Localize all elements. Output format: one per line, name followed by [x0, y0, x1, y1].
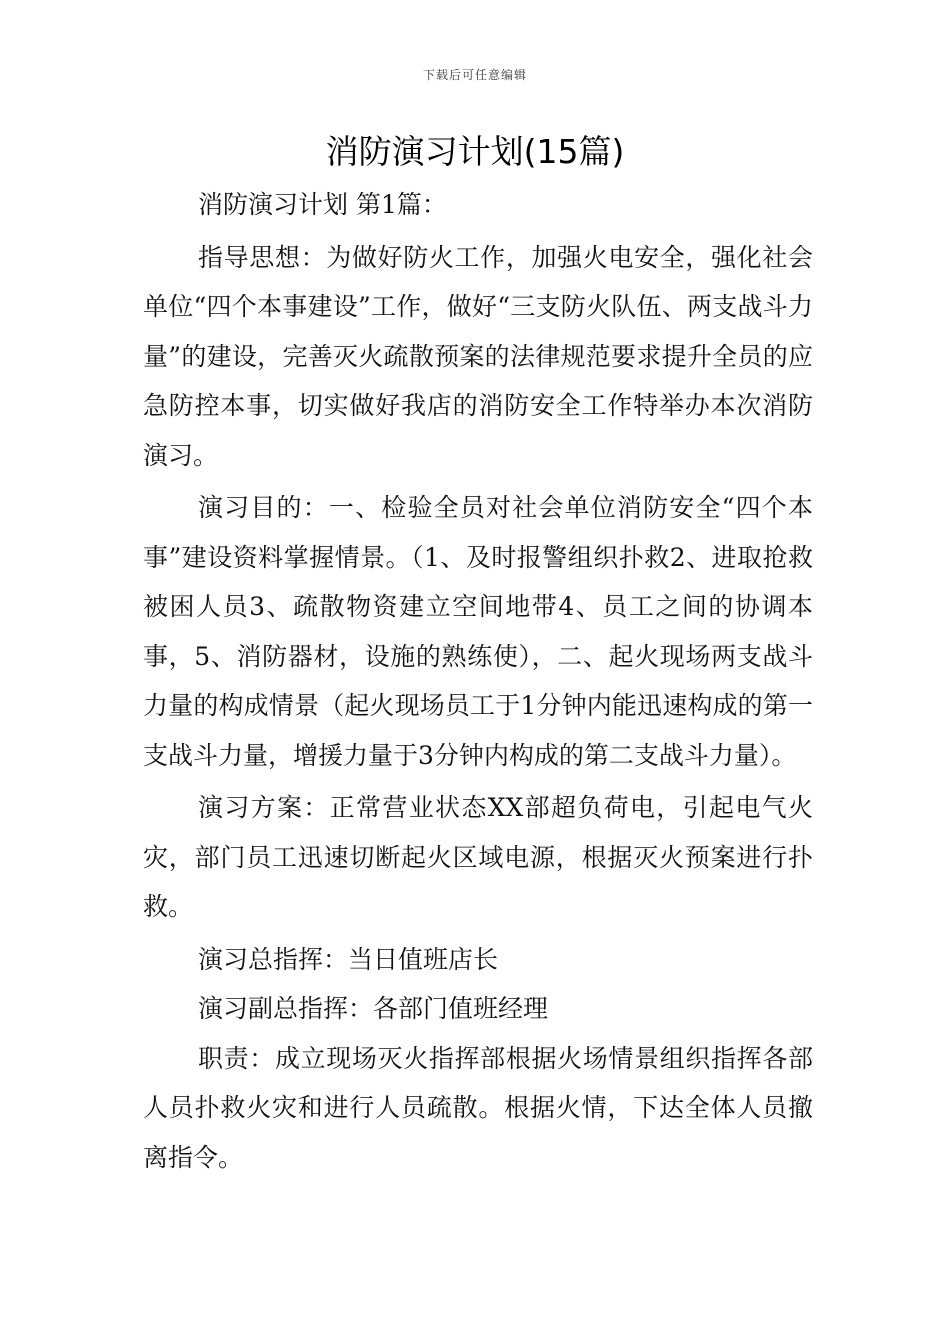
paragraph-duties: 职责：成立现场灭火指挥部根据火场情景组织指挥各部人员扑救火灾和进行人员疏散。根据火情，下达全体人员撤离指令。 [143, 1043, 813, 1172]
document-title: 消防演习计划(15篇) [325, 132, 625, 171]
paragraph-deputy-commander: 演习副总指挥：各部门值班经理 [198, 994, 549, 1023]
section-heading: 消防演习计划 第1篇： [198, 190, 447, 219]
paragraph-drill-purpose: 演习目的：一、检验全员对社会单位消防安全“四个本事”建设资料掌握情景。（1、及时报警组织扑救2、进取抢救被困人员3、疏散物资建立空间地带4、员工之间的协调本事，5、消防器材，设施的熟练使），二、起火现场两支战斗力量的构成情景（起火现场员工于1分钟内能迅速构成的第一支战斗力量，增援力量于3分钟内构成的第二支战斗力量）。 [143, 493, 813, 770]
header-note: 下载后可任意编辑 [422, 68, 527, 82]
document-body [143, 180, 813, 1182]
paragraph-guiding-ideology: 指导思想：为做好防火工作，加强火电安全，强化社会单位“四个本事建设”工作，做好“三支防火队伍、两支战斗力量”的建设，完善灭火疏散预案的法律规范要求提升全员的应急防控本事，切实做好我店的消防安全工作特举办本次消防演习。 [143, 242, 813, 470]
paragraph-chief-commander: 演习总指挥：当日值班店长 [198, 944, 499, 974]
paragraph-drill-plan: 演习方案：正常营业状态XX部超负荷电，引起电气火灾，部门员工迅速切断起火区域电源，根据灭火预案进行扑救。 [143, 793, 813, 921]
